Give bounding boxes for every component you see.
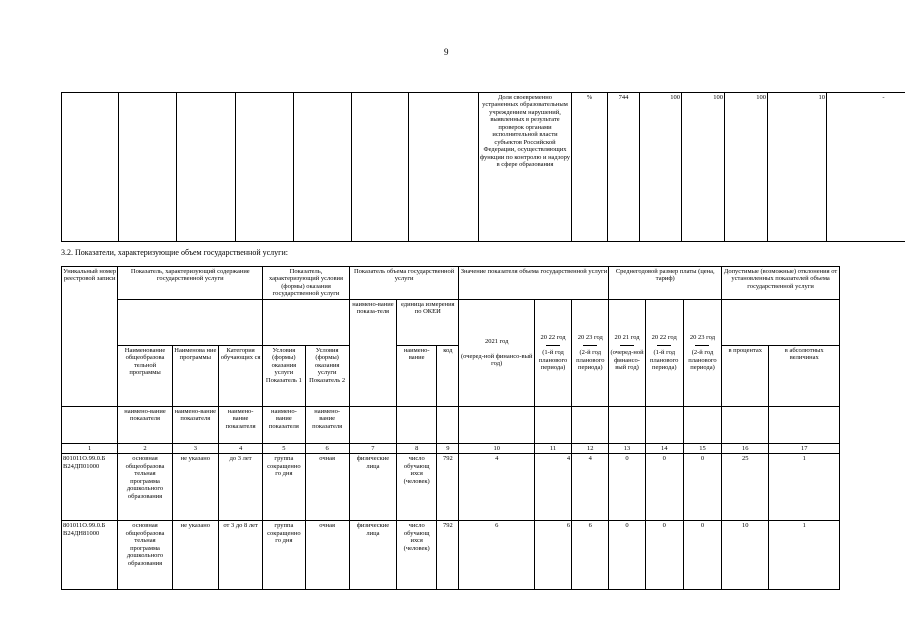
header-condition-1: Условия (формы) оказания услуги Показатель 1 bbox=[263, 345, 305, 406]
absolute-cell: 1 bbox=[769, 521, 840, 590]
col-number: 9 bbox=[437, 443, 459, 453]
value-cell: 4 bbox=[459, 454, 534, 521]
empty-cell bbox=[722, 299, 840, 345]
col-number: 13 bbox=[609, 443, 645, 453]
condition-2-cell: очная bbox=[305, 454, 349, 521]
table-row bbox=[62, 521, 840, 590]
header-category: Категория обучающих ся bbox=[218, 345, 262, 406]
quality-indicator-cell: Доля своевременно устраненных образовательным учреждением нарушений, выявленных в результате проверок органами исполнительной власти субъектов Российской Федерации, осуществляющих функции по контролю и надзору в сфере образования bbox=[479, 93, 572, 242]
year-sub: (очеред-ной финансо-вый год) bbox=[610, 349, 644, 372]
indicator-name-label: наимено-вание показателя bbox=[172, 406, 218, 443]
year-sub: (1-й год планового периода) bbox=[538, 349, 568, 372]
header-year-2022 bbox=[534, 299, 571, 406]
col-number: 16 bbox=[722, 443, 769, 453]
empty-cell bbox=[294, 93, 352, 242]
category-cell: до 3 лет bbox=[218, 454, 262, 521]
registry-id: 801011О.99.0.Б В24ДН81000 bbox=[62, 521, 118, 590]
header-condition-2: Условия (формы) оказания услуги Показатель 2 bbox=[305, 345, 349, 406]
table-row bbox=[62, 454, 840, 521]
header-unit-name: наимено-вание bbox=[397, 345, 437, 406]
underline bbox=[695, 345, 709, 346]
header-volume-value: Значение показателя объема государственной услуги bbox=[459, 267, 609, 300]
col-number: 4 bbox=[218, 443, 262, 453]
indicator-name-label: наимено-вание показателя bbox=[218, 406, 262, 443]
col-number: 1 bbox=[62, 443, 118, 453]
col-number: 15 bbox=[683, 443, 721, 453]
empty-cell bbox=[352, 93, 409, 242]
fee-cell: 0 bbox=[683, 521, 721, 590]
page-number: 9 bbox=[444, 47, 449, 57]
underline bbox=[657, 345, 671, 346]
value-cell: 6 bbox=[572, 521, 609, 590]
section-title: 3.2. Показатели, характеризующие объем государственной услуги: bbox=[61, 248, 288, 257]
empty-cell bbox=[722, 406, 769, 443]
header-year-2023 bbox=[572, 299, 609, 406]
indicator-name-label: наимено-вание показателя bbox=[118, 406, 172, 443]
empty-cell bbox=[609, 406, 645, 443]
col-number: 6 bbox=[305, 443, 349, 453]
absolute-cell: 1 bbox=[769, 454, 840, 521]
program-cell: основная общеобразова тельная программа дошкольного образования bbox=[118, 454, 172, 521]
unit-cell: число обучающ ихся (человек) bbox=[397, 454, 437, 521]
indicator-cell: физические лица bbox=[349, 521, 396, 590]
year-sub: (1-й год планового периода) bbox=[650, 349, 679, 372]
empty-cell bbox=[62, 93, 119, 242]
header-fee-year-2022 bbox=[645, 299, 683, 406]
col-number: 14 bbox=[645, 443, 683, 453]
header-fee-year-2023 bbox=[683, 299, 721, 406]
deviation-cell: 10 bbox=[768, 93, 827, 242]
col-number: 12 bbox=[572, 443, 609, 453]
year-sub: (2-й год планового периода) bbox=[688, 349, 717, 372]
empty-cell bbox=[177, 93, 236, 242]
category-cell: от 3 до 8 лет bbox=[218, 521, 262, 590]
volume-table bbox=[61, 266, 840, 590]
underline bbox=[546, 345, 560, 346]
fee-cell: 0 bbox=[645, 454, 683, 521]
header-absolute: в абсолютных величинах bbox=[769, 345, 840, 406]
percent-cell: 25 bbox=[722, 454, 769, 521]
code-cell: 792 bbox=[437, 521, 459, 590]
empty-cell bbox=[534, 406, 571, 443]
year-label: 20 22 год bbox=[651, 334, 677, 342]
empty-cell bbox=[397, 406, 437, 443]
year-label: 20 21 год bbox=[614, 334, 640, 342]
header-volume-indicator: Показатель объема государственной услуги bbox=[349, 267, 459, 300]
empty-cell bbox=[645, 406, 683, 443]
header-indicator-name: наимено-вание показа-теля bbox=[349, 299, 396, 406]
value-cell: 6 bbox=[459, 521, 534, 590]
condition-2-cell: очная bbox=[305, 521, 349, 590]
header-program: Наименование общеобразова тельной программы bbox=[118, 345, 172, 406]
year-label: 20 23 год bbox=[577, 334, 603, 342]
column-numbers-row bbox=[62, 443, 840, 453]
empty-cell bbox=[409, 93, 479, 242]
empty-cell bbox=[437, 406, 459, 443]
header-unique-number: Уникальный номер реестровой записи bbox=[62, 267, 118, 407]
year-sub: (очеред-ной финансо-вый год) bbox=[460, 352, 533, 368]
fee-cell: 0 bbox=[645, 521, 683, 590]
unit-cell: число обучающ ихся (человек) bbox=[397, 521, 437, 590]
col-number: 8 bbox=[397, 443, 437, 453]
underline bbox=[620, 345, 634, 346]
header-content-indicator: Показатель, характеризующий содержание государственной услуги bbox=[118, 267, 263, 300]
col-number: 3 bbox=[172, 443, 218, 453]
year-sub: (2-й год планового периода) bbox=[576, 349, 605, 372]
code-cell: 792 bbox=[437, 454, 459, 521]
col-number: 7 bbox=[349, 443, 396, 453]
header-year-2021 bbox=[459, 299, 534, 406]
value-2023-cell: 100 bbox=[725, 93, 768, 242]
empty-cell bbox=[263, 299, 350, 345]
empty-cell bbox=[349, 406, 396, 443]
empty-cell bbox=[769, 406, 840, 443]
value-cell: 6 bbox=[534, 521, 571, 590]
col-number: 2 bbox=[118, 443, 172, 453]
underline bbox=[583, 345, 597, 346]
empty-cell bbox=[683, 406, 721, 443]
indicator-name-label: наимено-вание показателя bbox=[305, 406, 349, 443]
header-program-name: Наименова ние программы bbox=[172, 345, 218, 406]
value-cell: 4 bbox=[572, 454, 609, 521]
program-name-cell: не указано bbox=[172, 454, 218, 521]
empty-cell bbox=[236, 93, 294, 242]
empty-cell bbox=[459, 406, 534, 443]
indicator-name-label: наимено-вание показателя bbox=[263, 406, 305, 443]
header-unit-okei: единица измерения по ОКЕИ bbox=[397, 299, 459, 345]
percent-cell: 10 bbox=[722, 521, 769, 590]
program-cell: основная общеобразова тельная программа дошкольного образования bbox=[118, 521, 172, 590]
fee-cell: 0 bbox=[609, 454, 645, 521]
col-number: 11 bbox=[534, 443, 571, 453]
col-number: 17 bbox=[769, 443, 840, 453]
dash-cell: - bbox=[827, 93, 905, 242]
empty-cell bbox=[118, 299, 263, 345]
condition-1-cell: группа сокращенно го дня bbox=[263, 521, 305, 590]
condition-1-cell: группа сокращенно го дня bbox=[263, 454, 305, 521]
header-code: код bbox=[437, 345, 459, 406]
year-label: 2021 год bbox=[484, 337, 509, 345]
quality-table-continuation bbox=[61, 92, 905, 242]
year-label: 20 23 год bbox=[689, 334, 716, 342]
col-number: 10 bbox=[459, 443, 534, 453]
header-conditions-indicator: Показатель, характеризующий условия (формы) оказания государственной услуги bbox=[263, 267, 350, 300]
year-label: 20 22 год bbox=[540, 334, 566, 342]
header-avg-fee: Среднегодовой размер платы (цена, тариф) bbox=[609, 267, 722, 300]
value-cell: 4 bbox=[534, 454, 571, 521]
empty-cell bbox=[62, 406, 118, 443]
unit-cell: % bbox=[572, 93, 608, 242]
value-2021-cell: 100 bbox=[640, 93, 682, 242]
header-fee-year-2021 bbox=[609, 299, 645, 406]
header-allowed-deviation: Допустимые (возможные) отклонения от установленных показателей объема государственной услуги bbox=[722, 267, 840, 300]
empty-cell bbox=[572, 406, 609, 443]
header-percent: в процентах bbox=[722, 345, 769, 406]
program-name-cell: не указано bbox=[172, 521, 218, 590]
empty-cell bbox=[119, 93, 177, 242]
fee-cell: 0 bbox=[609, 521, 645, 590]
value-2022-cell: 100 bbox=[682, 93, 725, 242]
fee-cell: 0 bbox=[683, 454, 721, 521]
okei-cell: 744 bbox=[608, 93, 640, 242]
indicator-cell: физические лица bbox=[349, 454, 396, 521]
registry-id: 801011О.99.0.Б В24ДП01000 bbox=[62, 454, 118, 521]
col-number: 5 bbox=[263, 443, 305, 453]
